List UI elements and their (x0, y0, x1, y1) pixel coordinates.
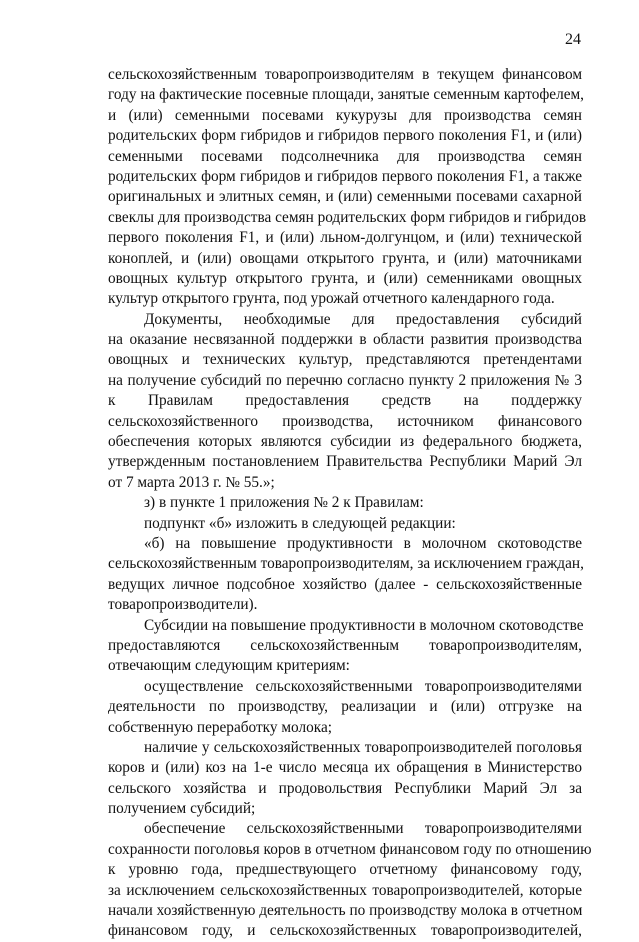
text-line: овощных и технических культур, представляются претендентами (108, 351, 582, 369)
page-number: 24 (565, 31, 581, 48)
text-line: подпункт «б» изложить в следующей редакции: (144, 514, 456, 532)
text-line: родительских форм гибридов и гибридов первого поколения F1, а также (108, 167, 582, 185)
text-line: Документы, необходимые для предоставления субсидий (144, 310, 582, 328)
text-line: родительских форм гибридов и гибридов первого поколения F1, и (или) (108, 127, 582, 145)
text-line: Субсидии на повышение продуктивности в молочном скотоводстве (144, 616, 584, 634)
text-line: отвечающим следующим критериям: (108, 657, 350, 675)
text-line: осуществление сельскохозяйственными товаропроизводителями (144, 677, 582, 695)
text-line: собственную переработку молока; (108, 718, 332, 736)
text-line: коров и (или) коз на 1-е число месяца их обращения в Министерство (108, 759, 582, 777)
text-line: на получение субсидий по перечню согласно пункту 2 приложения № 3 (108, 371, 582, 389)
text-line: «б) на повышение продуктивности в молочном скотоводстве (144, 534, 582, 552)
text-line: оригинальных и элитных семян, и (или) семенными посевами сахарной (108, 188, 582, 206)
text-line: и (или) семенными посевами кукурузы для производства семян (108, 106, 582, 124)
text-line: культур открытого грунта, под урожай отчетного календарного года. (108, 290, 555, 308)
text-line: сельскохозяйственным товаропроизводителям, за исключением граждан, (108, 555, 584, 573)
text-line: к уровню года, предшествующего отчетному финансовому году, (108, 861, 582, 879)
text-line: первого поколения F1, и (или) льном-долгунцом, и (или) технической (108, 229, 582, 247)
text-line: на оказание несвязанной поддержки в области развития производства (108, 331, 582, 349)
text-line: з) в пункте 1 приложения № 2 к Правилам: (144, 494, 424, 512)
text-line: семенными посевами подсолнечника для производства семян (108, 147, 582, 165)
text-line: обеспечение сельскохозяйственными товаропроизводителями (144, 820, 582, 838)
text-line: товаропроизводители). (108, 596, 258, 614)
text-line: утвержденным постановлением Правительства Республики Марий Эл (108, 453, 582, 471)
text-line: предоставляются сельскохозяйственным товаропроизводителям, (108, 636, 582, 654)
text-line: от 7 марта 2013 г. № 55.»; (108, 473, 275, 491)
text-line: начали хозяйственную деятельность по производству молока в отчетном (108, 902, 583, 920)
text-line: овощных культур открытого грунта, и (или) семенниками овощных (108, 269, 582, 287)
text-line: наличие у сельскохозяйственных товаропроизводителей поголовья (144, 738, 582, 756)
text-line: финансовом году, и сельскохозяйственных товаропроизводителей, (108, 922, 582, 940)
text-line: к Правилам предоставления средств на поддержку (108, 392, 582, 410)
text-line: сельского хозяйства и продовольствия Республики Марий Эл за (108, 779, 582, 797)
text-line: свеклы для производства семян родительских форм гибридов и гибридов (108, 208, 587, 226)
text-line: сельскохозяйственного производства, источником финансового (108, 412, 582, 430)
text-line: сельскохозяйственным товаропроизводителям в текущем финансовом (108, 66, 582, 83)
text-line: за исключением сельскохозяйственных товаропроизводителей, которые (108, 881, 582, 899)
text-line: коноплей, и (или) овощами открытого грунта, и (или) маточниками (108, 249, 582, 267)
text-line: году на фактические посевные площади, занятые семенным картофелем, (108, 86, 584, 104)
text-line: деятельности по производству, реализации и (или) отгрузке на (108, 698, 582, 716)
text-line: ведущих личное подсобное хозяйство (далее - сельскохозяйственные (108, 575, 582, 593)
document-body (108, 65, 592, 942)
text-line: обеспечения которых являются субсидии из федерального бюджета, (108, 433, 582, 451)
text-line: сохранности поголовья коров в отчетном финансовом году по отношению (108, 840, 592, 858)
text-line: получением субсидий; (108, 800, 256, 818)
